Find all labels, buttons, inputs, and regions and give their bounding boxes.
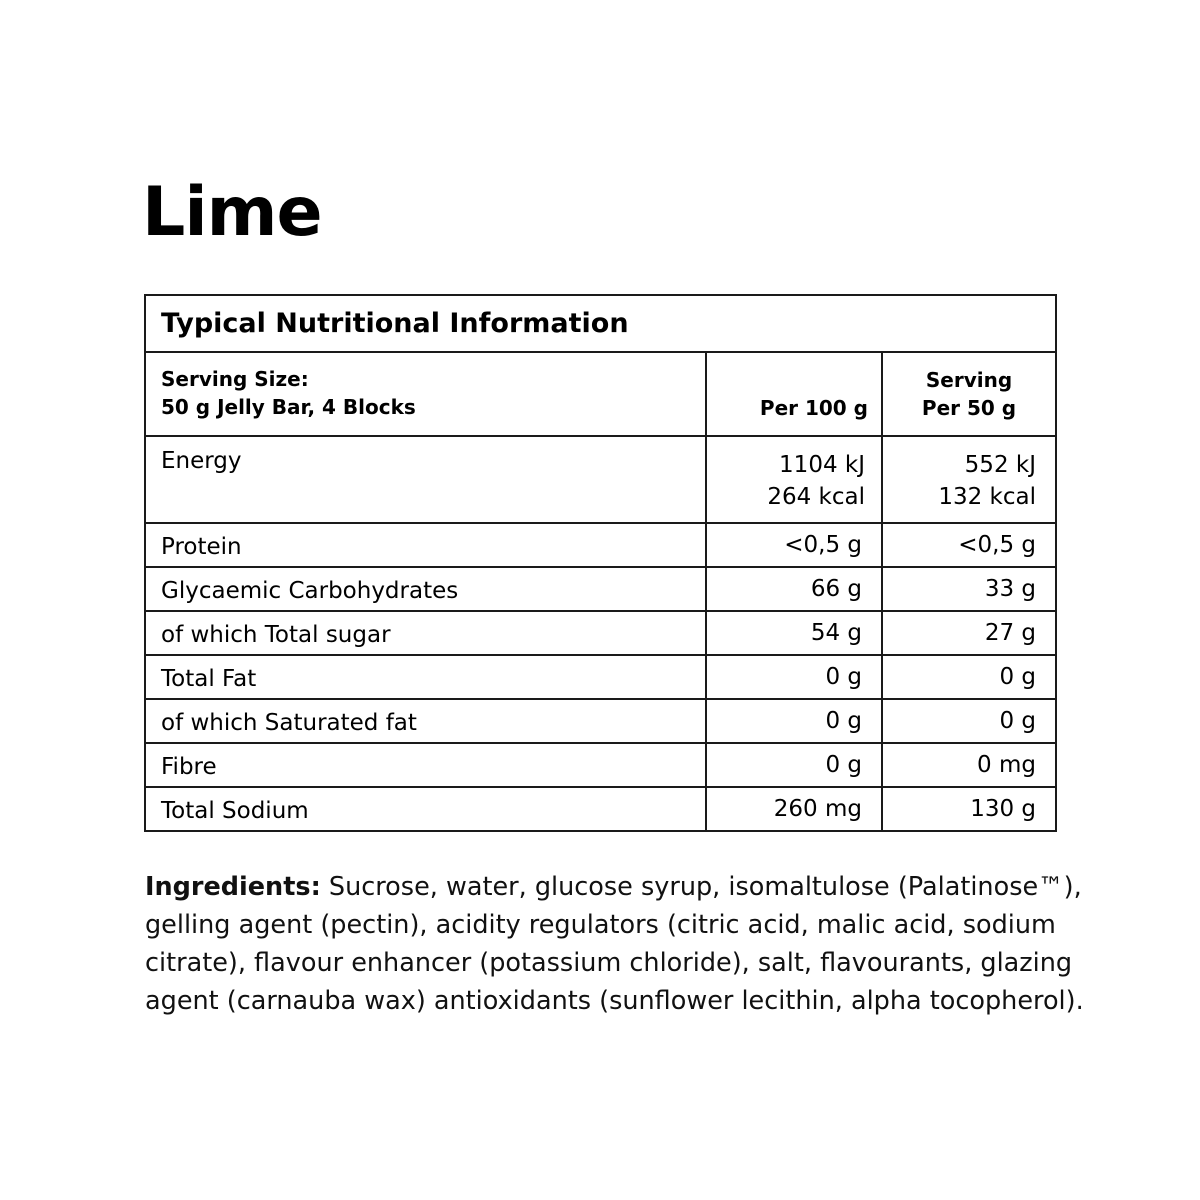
nutrient-name: Glycaemic Carbohydrates [145, 567, 706, 611]
energy-per-serving [882, 436, 1056, 523]
table-row [145, 655, 1056, 699]
nutrient-per-serving: 130 g [882, 787, 1056, 831]
table-heading-row [145, 295, 1056, 352]
nutrient-per-serving: 0 g [882, 655, 1056, 699]
energy-per-serving-kj: 552 kJ [964, 452, 1036, 478]
energy-per-100-kcal: 264 kcal [767, 484, 865, 510]
serving-size-label: Serving Size: [161, 367, 309, 391]
nutrient-name: of which Saturated fat [145, 699, 706, 743]
product-title: Lime [142, 173, 322, 252]
nutrient-per-100: 54 g [706, 611, 882, 655]
energy-per-100 [706, 436, 882, 523]
nutrient-per-serving: 27 g [882, 611, 1056, 655]
ingredients-paragraph [145, 868, 1085, 1020]
nutrient-name: Total Sodium [145, 787, 706, 831]
column-header-serving-line1: Serving [925, 368, 1013, 392]
nutrient-per-100: 0 g [706, 699, 882, 743]
nutrient-per-100: <0,5 g [706, 523, 882, 567]
column-header-per-serving [882, 352, 1056, 436]
table-row-energy [145, 436, 1056, 523]
table-row [145, 743, 1056, 787]
nutrient-name: Fibre [145, 743, 706, 787]
column-header-serving-line2: Per 50 g [921, 396, 1017, 420]
table-row [145, 611, 1056, 655]
table-row [145, 523, 1056, 567]
nutrient-per-serving: <0,5 g [882, 523, 1056, 567]
ingredients-line: citrate), flavour enhancer (potassium chloride), salt, flavourants, glazing [145, 948, 1073, 978]
nutrient-per-serving: 33 g [882, 567, 1056, 611]
ingredients-line: agent (carnauba wax) antioxidants (sunflower lecithin, alpha tocopherol). [145, 986, 1084, 1016]
nutrient-name: Energy [145, 436, 706, 523]
nutrient-per-100: 66 g [706, 567, 882, 611]
ingredients-line [145, 868, 1085, 906]
table-heading: Typical Nutritional Information [145, 295, 1056, 352]
serving-size-value: 50 g Jelly Bar, 4 Blocks [161, 395, 416, 419]
nutrient-per-100: 0 g [706, 743, 882, 787]
nutrition-table [144, 294, 1057, 832]
nutrient-per-100: 0 g [706, 655, 882, 699]
ingredients-label: Ingredients: [145, 872, 321, 902]
serving-header-row [145, 352, 1056, 436]
table-row [145, 699, 1056, 743]
serving-size-cell [145, 352, 706, 436]
ingredients-line: gelling agent (pectin), acidity regulators (citric acid, malic acid, sodium [145, 910, 1056, 940]
ingredients-text: Sucrose, water, glucose syrup, isomaltulose (Palatinose™), [320, 872, 1082, 902]
nutrient-name: Protein [145, 523, 706, 567]
table-row [145, 787, 1056, 831]
nutrient-per-serving: 0 mg [882, 743, 1056, 787]
energy-per-100-kj: 1104 kJ [779, 452, 865, 478]
nutrient-name: Total Fat [145, 655, 706, 699]
nutrient-per-serving: 0 g [882, 699, 1056, 743]
column-header-per-100: Per 100 g [706, 352, 882, 436]
nutrient-per-100: 260 mg [706, 787, 882, 831]
nutrient-name: of which Total sugar [145, 611, 706, 655]
energy-per-serving-kcal: 132 kcal [938, 484, 1036, 510]
table-row [145, 567, 1056, 611]
